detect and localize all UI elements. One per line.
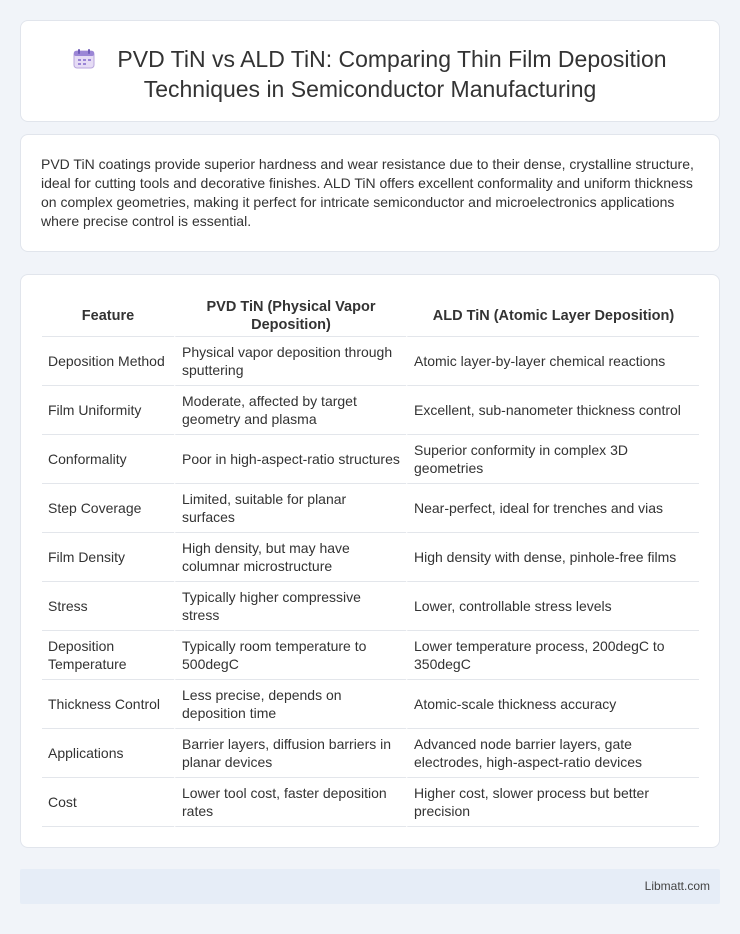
feature-cell: Stress (42, 582, 174, 631)
pvd-cell: Typically room temperature to 500degC (174, 631, 406, 680)
title-card (20, 20, 720, 122)
table-row (42, 729, 699, 778)
table-header-row (42, 295, 699, 337)
footer-site-link[interactable]: Libmatt.com (644, 879, 710, 893)
pvd-cell: Typically higher compressive stress (174, 582, 406, 631)
feature-cell: Conformality (42, 435, 174, 484)
table-card (20, 274, 720, 848)
feature-cell: Thickness Control (42, 680, 174, 729)
ald-cell: Excellent, sub-nanometer thickness control (406, 386, 699, 435)
feature-cell: Film Uniformity (42, 386, 174, 435)
pvd-cell: Limited, suitable for planar surfaces (174, 484, 406, 533)
table-row (42, 631, 699, 680)
column-header-pvd: PVD TiN (Physical Vapor Deposition) (174, 295, 406, 337)
pvd-cell: Lower tool cost, faster deposition rates (174, 778, 406, 827)
feature-cell: Deposition Temperature (42, 631, 174, 680)
table-row (42, 484, 699, 533)
summary-card (20, 134, 720, 252)
table-row (42, 435, 699, 484)
feature-cell: Applications (42, 729, 174, 778)
feature-cell: Cost (42, 778, 174, 827)
column-header-feature: Feature (42, 295, 174, 337)
table-row (42, 337, 699, 386)
pvd-cell: High density, but may have columnar microstructure (174, 533, 406, 582)
ald-cell: Lower temperature process, 200degC to 350degC (406, 631, 699, 680)
table-row (42, 680, 699, 729)
table-row (42, 582, 699, 631)
feature-cell: Film Density (42, 533, 174, 582)
ald-cell: Advanced node barrier layers, gate electrodes, high-aspect-ratio devices (406, 729, 699, 778)
pvd-cell: Physical vapor deposition through sputtering (174, 337, 406, 386)
pvd-cell: Moderate, affected by target geometry and plasma (174, 386, 406, 435)
ald-cell: Near-perfect, ideal for trenches and vias (406, 484, 699, 533)
comparison-table (42, 295, 699, 827)
ald-cell: Atomic layer-by-layer chemical reactions (406, 337, 699, 386)
feature-cell: Step Coverage (42, 484, 174, 533)
pvd-cell: Less precise, depends on deposition time (174, 680, 406, 729)
ald-cell: Superior conformity in complex 3D geometries (406, 435, 699, 484)
footer (20, 869, 720, 904)
calendar-icon (73, 49, 95, 69)
ald-cell: High density with dense, pinhole-free films (406, 533, 699, 582)
ald-cell: Lower, controllable stress levels (406, 582, 699, 631)
table-row (42, 778, 699, 827)
feature-cell: Deposition Method (42, 337, 174, 386)
pvd-cell: Barrier layers, diffusion barriers in planar devices (174, 729, 406, 778)
table-row (42, 533, 699, 582)
page-title-block (21, 44, 719, 104)
page-title: PVD TiN vs ALD TiN: Comparing Thin Film Deposition Techniques in Semiconductor Manufacturing (117, 46, 667, 102)
table-row (42, 386, 699, 435)
pvd-cell: Poor in high-aspect-ratio structures (174, 435, 406, 484)
column-header-ald: ALD TiN (Atomic Layer Deposition) (406, 295, 699, 337)
ald-cell: Atomic-scale thickness accuracy (406, 680, 699, 729)
ald-cell: Higher cost, slower process but better precision (406, 778, 699, 827)
summary-text: PVD TiN coatings provide superior hardness and wear resistance due to their dense, crystalline structure, ideal for cutting tools and decorative finishes. ALD TiN offers excellent conformality and uniform thickness on complex geometries, making it perfect for intricate semiconductor and microelectronics applications where precise control is essential. (41, 156, 694, 229)
